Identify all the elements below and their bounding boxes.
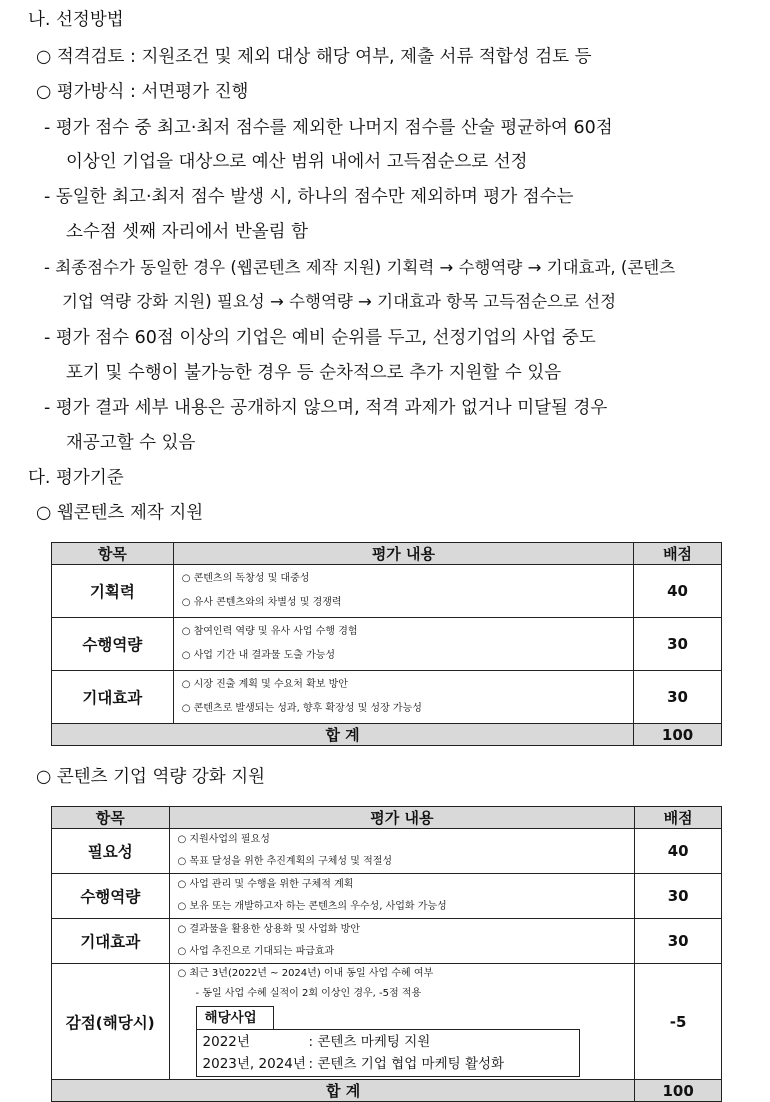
table-row	[52, 919, 722, 964]
applicable-program-list	[196, 1029, 580, 1077]
content-line: ○ 지원사업의 필요성	[177, 834, 270, 845]
section-da-title: 다. 평가기준	[28, 468, 124, 488]
criteria-table-web-content	[51, 542, 722, 746]
row-score: 40	[635, 829, 722, 874]
content-line: ○ 시장 진출 계획 및 수요처 확보 방안	[181, 679, 348, 690]
row-content	[173, 618, 633, 671]
row-score: -5	[635, 964, 722, 1080]
row-item: 필요성	[52, 829, 170, 874]
sub-web-content: ○ 웹콘텐츠 제작 지원	[36, 503, 204, 523]
bullet-evaluation-method: ○ 평가방식 : 서면평가 진행	[36, 82, 249, 102]
row-score: 40	[634, 565, 722, 618]
total-row	[52, 724, 722, 746]
header-score: 배점	[634, 543, 722, 565]
table-row	[52, 671, 722, 724]
dash-item-3: - 최종점수가 동일한 경우 (웹콘텐츠 제작 지원) 기획력 → 수행역량 → 기대효과, (콘텐츠	[44, 258, 676, 277]
header-score: 배점	[635, 807, 722, 829]
list-item	[203, 1031, 573, 1053]
dash-item-2-cont: 소수점 셋째 자리에서 반올림 함	[66, 222, 309, 242]
total-score: 100	[634, 724, 722, 746]
content-line: ○ 콘텐츠로 발생되는 성과, 향후 확장성 및 성장 가능성	[181, 703, 422, 714]
row-item: 기대효과	[52, 671, 174, 724]
total-label: 합 계	[52, 1080, 635, 1102]
content-line: ○ 사업 관리 및 수행을 위한 구체적 계획	[177, 879, 354, 890]
content-line: ○ 결과물을 활용한 상용화 및 사업화 방안	[177, 924, 360, 935]
bullet-eligibility: ○ 적격검토 : 지원조건 및 제외 대상 해당 여부, 제출 서류 적합성 검토 등	[36, 47, 592, 67]
program-year: 2022년	[202, 1034, 250, 1050]
content-line: ○ 사업 추진으로 기대되는 파급효과	[177, 946, 335, 957]
table-row	[52, 874, 722, 919]
row-item: 기대효과	[52, 919, 170, 964]
content-line: ○ 사업 기간 내 결과물 도출 가능성	[181, 650, 336, 661]
dash-item-3-cont: 기업 역량 강화 지원) 필요성 → 수행역량 → 기대효과 항목 고득점순으로 선정	[62, 292, 617, 311]
row-item: 기획력	[52, 565, 174, 618]
dash-item-5: - 평가 결과 세부 내용은 공개하지 않으며, 적격 과제가 없거나 미달될 경우	[44, 398, 608, 418]
content-line: - 동일 사업 수혜 실적이 2회 이상인 경우, -5점 적용	[195, 988, 422, 999]
content-line: ○ 보유 또는 개발하고자 하는 콘텐츠의 우수성, 사업화 가능성	[177, 901, 447, 912]
header-item: 항목	[52, 807, 170, 829]
program-year: 2023년, 2024년	[202, 1056, 306, 1072]
dash-item-1-cont: 이상인 기업을 대상으로 예산 범위 내에서 고득점순으로 선정	[66, 152, 528, 172]
table-row	[52, 565, 722, 618]
dash-item-4: - 평가 점수 60점 이상의 기업은 예비 순위를 두고, 선정기업의 사업 중도	[44, 328, 596, 348]
content-line: ○ 유사 콘텐츠와의 차별성 및 경쟁력	[181, 597, 342, 608]
header-content: 평가 내용	[169, 807, 635, 829]
criteria-table-company-capacity	[51, 806, 722, 1102]
row-item: 수행역량	[52, 874, 170, 919]
row-content	[173, 671, 633, 724]
sub-company-capacity: ○ 콘텐츠 기업 역량 강화 지원	[36, 767, 266, 787]
dash-item-1: - 평가 점수 중 최고·최저 점수를 제외한 나머지 점수를 산술 평균하여 60점	[44, 118, 613, 138]
applicable-program-title: 해당사업	[196, 1006, 274, 1029]
row-content	[169, 919, 635, 964]
dash-item-4-cont: 포기 및 수행이 불가능한 경우 등 순차적으로 추가 지원할 수 있음	[66, 363, 562, 383]
total-label: 합 계	[52, 724, 634, 746]
content-line: ○ 최근 3년(2022년 ~ 2024년) 이내 동일 사업 수혜 여부	[177, 968, 434, 979]
content-line: ○ 참여인력 역량 및 유사 사업 수행 경험	[181, 626, 358, 637]
table-header-row	[52, 543, 722, 565]
row-score: 30	[634, 671, 722, 724]
total-row	[52, 1080, 722, 1102]
penalty-row	[52, 964, 722, 1080]
dash-item-2: - 동일한 최고·최저 점수 발생 시, 하나의 점수만 제외하며 평가 점수는	[44, 187, 574, 207]
row-item: 수행역량	[52, 618, 174, 671]
row-content	[169, 874, 635, 919]
table-header-row	[52, 807, 722, 829]
table-row	[52, 829, 722, 874]
content-line: ○ 목표 달성을 위한 추진계획의 구체성 및 적절성	[177, 856, 393, 867]
row-score: 30	[634, 618, 722, 671]
row-content	[169, 964, 635, 1080]
section-na-title: 나. 선정방법	[28, 10, 124, 30]
program-desc: : 콘텐츠 기업 협업 마케팅 활성화	[308, 1056, 505, 1072]
header-content: 평가 내용	[173, 543, 633, 565]
row-score: 30	[635, 874, 722, 919]
table-row	[52, 618, 722, 671]
total-score: 100	[635, 1080, 722, 1102]
row-score: 30	[635, 919, 722, 964]
dash-item-5-cont: 재공고할 수 있음	[66, 433, 196, 453]
row-content	[173, 565, 633, 618]
content-line: ○ 콘텐츠의 독창성 및 대중성	[181, 573, 310, 584]
list-item	[203, 1053, 573, 1075]
row-item: 감점(해당시)	[52, 964, 170, 1080]
applicable-program-box	[196, 1006, 580, 1077]
row-content	[169, 829, 635, 874]
program-desc: : 콘텐츠 마케팅 지원	[308, 1034, 431, 1050]
header-item: 항목	[52, 543, 174, 565]
